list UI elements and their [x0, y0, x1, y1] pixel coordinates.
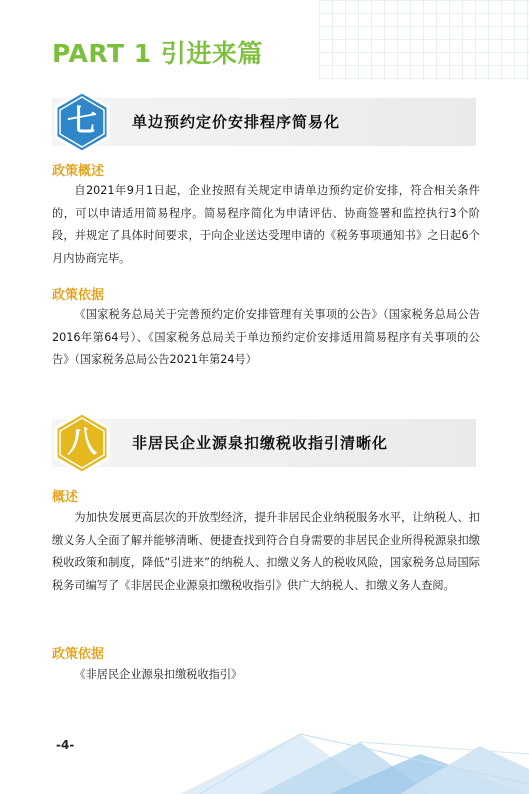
section-badge-7: [50, 90, 114, 154]
footer-decoration: [0, 724, 529, 794]
sub-heading-policy-overview: 政策概述: [52, 164, 105, 179]
overview-text: 为加快发展更高层次的开放型经济，提升非居民企业纳税服务水平，让纳税人、扣缴义务人全面了解并能够清晰、便捷查找到符合自身需要的非居民企业所得税源泉扣缴税收政策和制度，降低“引进来”的纳税人、扣缴义务人的税收风险，国家税务总局国际税务司编写了《非居民企业源泉扣缴税收指引》供广大纳税人、扣缴义务人查阅。: [52, 511, 480, 592]
section-banner-8: [52, 419, 476, 467]
sub-heading-overview: 概述: [52, 490, 79, 505]
page-number: -4-: [56, 738, 75, 752]
section-title: 单边预约定价安排程序简易化: [132, 113, 341, 131]
header-grid-decoration: [319, 0, 529, 80]
page-heading: PART 1 引进来篇: [52, 39, 263, 68]
section-badge-8: [50, 411, 114, 475]
policy-overview-text: 自2021年9月1日起，企业按照有关规定申请单边预约定价安排，符合相关条件的，可以申请适用简易程序。简易程序简化为申请评估、协商签署和监控执行3个阶段，并规定了具体时间要求，于向企业送达受理申请的《税务事项通知书》之日起6个月内协商完毕。: [52, 184, 480, 265]
section-title: 非居民企业源泉扣缴税收指引清晰化: [132, 434, 389, 452]
section-badge-number: 八: [67, 425, 97, 460]
section-badge-number: 七: [67, 104, 97, 139]
sub-heading-policy-basis: 政策依据: [52, 647, 105, 662]
section-banner-7: [52, 98, 476, 146]
policy-basis-text: 《国家税务总局关于完善预约定价安排管理有关事项的公告》（国家税务总局公告2016年第64号）、《国家税务总局关于单边预约定价安排适用简易程序有关事项的公告》（国家税务总局公告2021年第24号）: [52, 308, 480, 366]
sub-heading-policy-basis: 政策依据: [52, 288, 105, 303]
policy-basis-text: 《非居民企业源泉扣缴税收指引》: [74, 668, 243, 681]
